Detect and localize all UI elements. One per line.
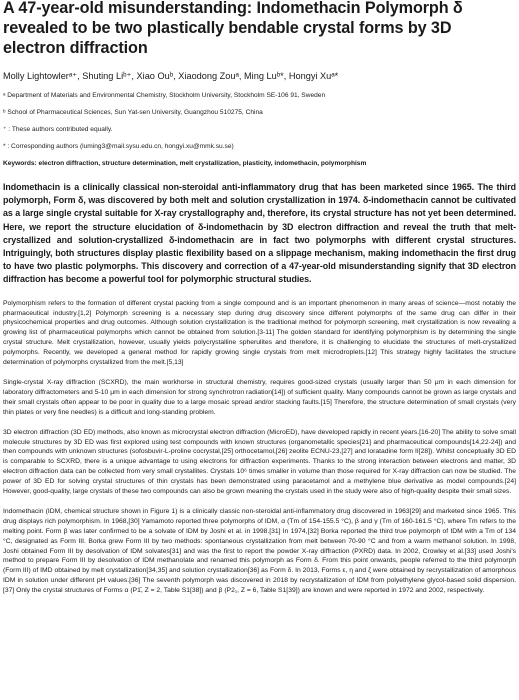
paragraph-3d-ed: 3D electron diffraction (3D ED) methods, also known as microcrystal electron diffraction (MicroED), have developed rapidly in recent years.[16-20] The ability to solve small molecule structures by 3D ED was first explored using test compounds with known structures (organometallic species[21] and pharmaceutical compounds[14,22-24]) and then compounds with unknown structures (sofosbuvir-L-proline cocrystal,[25] orthocetamol,[26] zeolite ECNU-23,[27] and loratadine form II[28]). Whilst conceptually 3D ED is comparable to SCXRD, there is a unique advantage to using electrons for diffraction experiments. Thanks to the strong interaction between electrons and matter, 3D electron diffraction data can be collected from very small crystallites. Crystals 10⁶ times smaller in volume than those required for X-ray diffraction can now be studied. The power of 3D ED for solving crystal structures of thin crystals has been demonstrated using paracetamol and a methylene blue derivative as model compounds.[24] However, good-quality, large crystals of these two compounds can also be grown meaning the crystals used in the study were also of high-quality despite their small sizes.: [3, 428, 516, 496]
body-text: [3, 299, 516, 596]
keywords: Keywords: electron diffraction, structure determination, melt crystallization, plasticity, indomethacin, polymorphism: [3, 160, 367, 167]
paper-title: A 47-year-old misunderstanding: Indomethacin Polymorph δ revealed to be two plastically bendable crystal forms by 3D electron diffraction: [3, 0, 463, 57]
affiliation-b: ᵇ School of Pharmaceutical Sciences, Sun Yat-sen University, Guangzhou 510275, China: [3, 109, 263, 116]
abstract: Indomethacin is a clinically classical non-steroidal anti-inflammatory drug that has been marketed since 1965. The third polymorph, Form δ, was discovered by both melt and solution crystallization in 1974. δ-indomethacin cannot be cultivated as a large single crystal suitable for X-ray crystallography and, therefore, its crystal structure has not yet been determined. Here, we report the structure elucidation of δ-indomethacin by 3D electron diffraction and reveal the truth that melt-crystallized and solution-crystallized δ-indomethacin are in fact two polymorphs with different crystal structures. Intriguingly, both structures display plastic flexibility based on a slippage mechanism, making indomethacin the first drug to have two plastic polymorphs. This discovery and correction of a 47-year-old misunderstanding signify that 3D electron diffraction has become a powerful tool for polymorphic structural studies.: [3, 182, 516, 285]
paragraph-polymorphism: Polymorphism refers to the formation of different crystal packing from a single compound and is an important phenomenon in many areas of science—most notably the pharmaceutical industry.[1,2] Polymorph screening is a necessary step during drug discovery since different polymorphs of the same drug can differ in their physicochemical properties and drug outcomes. Although solution crystallization is the traditional method for polymorph screening, melt crystallization is now revealing a growing list of pharmaceutical polymorphs which cannot be obtained from solution.[3-11] The golden standard for identifying polymorphism is by determining the single crystal structure. Melt crystallization, however, usually yields polycrystalline spherulites and therefore, it is challenging to elucidate the structures of melt-crystallized polymorphs. Recently, we developed a general method for rapidly growing single crystals from melt microdroplets.[12] This strategy highly facilitates the structure determination of polymorphs crystallized from the melt.[5,13]: [3, 299, 516, 367]
affiliations: [3, 91, 516, 151]
paragraph-indomethacin: Indomethacin (IDM, chemical structure shown in Figure 1) is a clinically classic non-steroidal anti-inflammatory drug discovered in 1963[29] and marketed since 1965. This drug displays rich polymorphism. In 1968,[30] Yamamoto reported three polymorphs of IDM, α (Tm of 154-155.5 °C), β and γ (Tm of 160-161.5 °C), where Tm refers to the melting point. Form β was later confirmed to be a solvate of IDM by Joshi et al. in 1998.[31] In 1974,[32] Borka reported the third true polymorph of IDM with a Tm of 134 °C, designated as Form III. Borka grew Form III by two methods: spontaneous crystallization from melt between 70-90 °C and from a warm methanol solution. In 1998, Joshi obtained Form III by desolvation of IDM solvates[31] and was the first to report the powder X-ray diffraction (PXRD) data. In 2002, Crowley et al.[33] used Joshi's method to prepare Form III by desolvation of IDM methanolate and renamed this polymorph as Form δ. From this point onwards, people referred to the third polymorph (Form III) of IMD obtained by melt crystallization[34,35] and solution crystallization[36] as Form δ. In 2013, Forms ε, η and ζ were obtained by recrystallization of amorphous IDM in solution under different pH values.[36] The seventh polymorph was discovered in 2018 by recrystallization of IDM from polyethylene glycol-based solid dispersion.[37] Only the crystal structures of Forms α (P1̄, Z = 2, Table S1[38]) and β (P2₁, Z = 6, Table S1[39]) are known and were reported in 1972 and 2002, respectively.: [3, 507, 516, 595]
affiliation-a: ᵃ Department of Materials and Environmental Chemistry, Stockholm University, Stockholm SE-106 91, Sweden: [3, 92, 326, 99]
author-list: Molly Lightowlerᵃ⁺, Shuting Liᵇ⁺, Xiao Ouᵇ, Xiaodong Zouᵃ, Ming Luᵇ*, Hongyi Xuᵃ*: [3, 71, 339, 81]
equal-contribution-note: ⁺ : These authors contributed equally.: [3, 126, 113, 133]
corresponding-authors-note: * : Corresponding authors (luming3@mail.sysu.edu.cn, hongyi.xu@mmk.su.se): [3, 143, 234, 150]
paragraph-scxrd: Single-crystal X-ray diffraction (SCXRD), the main workhorse in structural chemistry, requires good-sized crystals (usually larger than 50 μm in each dimension for laboratory diffractometers and 5-10 μm in each dimension for strong synchrotron radiation[14]) of sufficient quality. Many compounds cannot be grown as large crystals and their small crystals often appear to be poor in quality due to a large mosaic spread and/or stacking faults.[15] Therefore, the structure determination of small crystals (very thin plates or very fine needles) is a difficult and long-standing problem.: [3, 378, 516, 416]
